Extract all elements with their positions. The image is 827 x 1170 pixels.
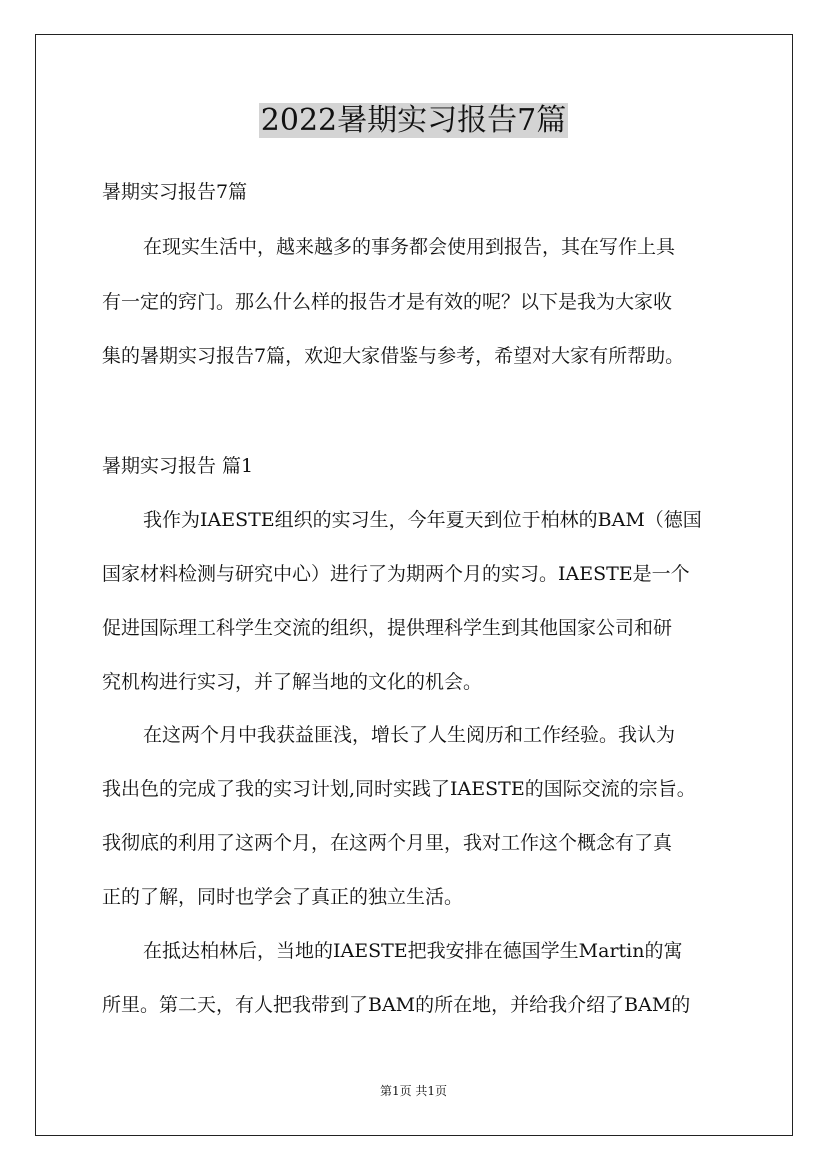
paragraph-line: 在这两个月中我获益匪浅，增长了人生阅历和工作经验。我认为 xyxy=(143,724,676,746)
paragraph-line: 在抵达柏林后，当地的IAESTE把我安排在德国学生Martin的寓 xyxy=(143,940,683,962)
paragraph-line: 在现实生活中，越来越多的事务都会使用到报告，其在写作上具 xyxy=(143,236,676,258)
paragraph-line: 促进国际理工科学生交流的组织，提供理科学生到其他国家公司和研 xyxy=(102,617,673,639)
section-heading: 暑期实习报告 篇1 xyxy=(102,455,254,477)
document-title-text: 2022暑期实习报告7篇 xyxy=(260,103,567,138)
paragraph-line: 我彻底的利用了这两个月，在这两个月里，我对工作这个概念有了真 xyxy=(102,832,673,854)
subtitle-line: 暑期实习报告7篇 xyxy=(102,181,248,203)
paragraph-line: 有一定的窍门。那么什么样的报告才是有效的呢？以下是我为大家收 xyxy=(102,291,673,313)
paragraph-line: 国家材料检测与研究中心）进行了为期两个月的实习。IAESTE是一个 xyxy=(102,563,690,585)
document-title xyxy=(0,100,827,142)
page-footer: 第1页 共1页 xyxy=(379,1084,448,1098)
paragraph-line: 正的了解，同时也学会了真正的独立生活。 xyxy=(102,886,464,908)
paragraph-line: 集的暑期实习报告7篇，欢迎大家借鉴与参考，希望对大家有所帮助。 xyxy=(102,345,685,367)
paragraph-line: 所里。第二天，有人把我带到了BAM的所在地，并给我介绍了BAM的 xyxy=(102,994,691,1016)
paragraph-line: 我出色的完成了我的实习计划,同时实践了IAESTE的国际交流的宗旨。 xyxy=(102,778,696,800)
paragraph-line: 我作为IAESTE组织的实习生，今年夏天到位于柏林的BAM（德国 xyxy=(143,509,702,531)
paragraph-line: 究机构进行实习，并了解当地的文化的机会。 xyxy=(102,671,483,693)
